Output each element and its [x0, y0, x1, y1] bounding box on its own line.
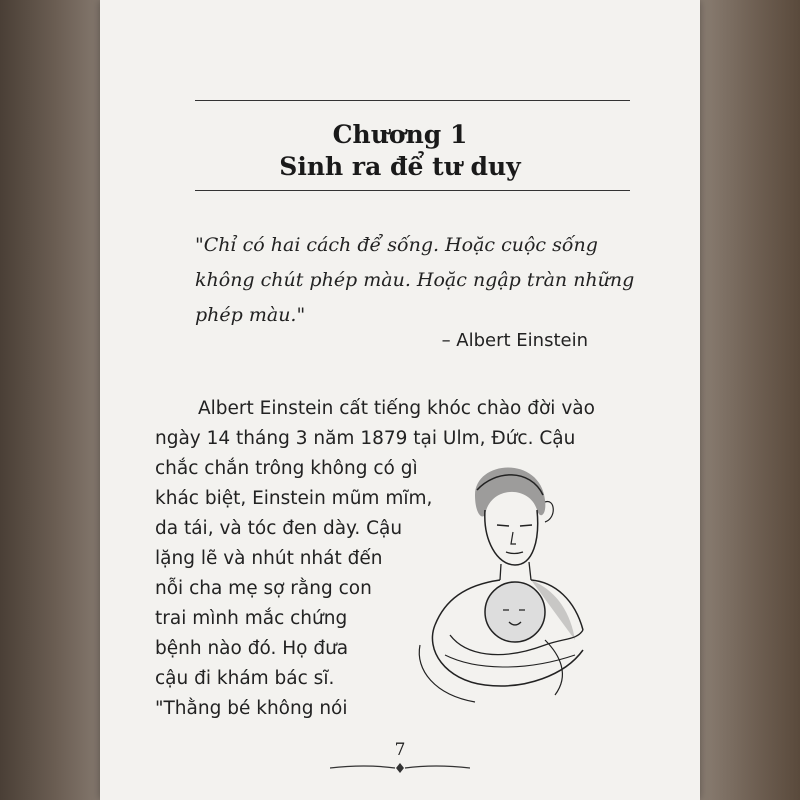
quote-line: không chút phép màu. Hoặc ngập tràn những: [195, 269, 635, 291]
background-left: [0, 0, 110, 800]
quote-line: phép màu.": [195, 304, 306, 326]
body-line: cậu đi khám bác sĩ.: [155, 668, 335, 689]
body-line: khác biệt, Einstein mũm mĩm,: [155, 488, 433, 509]
page-number: 7: [394, 740, 406, 760]
body-line: Albert Einstein cất tiếng khóc chào đời vào: [198, 398, 595, 419]
background-right: [690, 0, 800, 800]
bottom-rule: [195, 190, 630, 191]
body-line: bệnh nào đó. Họ đưa: [155, 638, 349, 659]
page-ornament: [330, 762, 470, 774]
quote-line: "Chỉ có hai cách để sống. Hoặc cuộc sống: [195, 234, 598, 256]
body-line: da tái, và tóc đen dày. Cậu: [155, 518, 403, 539]
body-line: chắc chắn trông không có gì: [155, 458, 418, 479]
book-page: [100, 0, 700, 800]
body-line: nỗi cha mẹ sợ rằng con: [155, 578, 372, 599]
chapter-title: Sinh ra để tư duy: [279, 152, 521, 181]
chapter-number: Chương 1: [332, 120, 468, 149]
top-rule: [195, 100, 630, 101]
quote-attribution: – Albert Einstein: [441, 330, 588, 351]
body-line: trai mình mắc chứng: [155, 608, 348, 629]
body-line: "Thằng bé không nói: [155, 698, 348, 719]
mother-baby-illustration: [405, 440, 600, 710]
epigraph-quote: [195, 228, 635, 333]
body-line: lặng lẽ và nhút nhát đến: [155, 548, 383, 569]
body-line: ngày 14 tháng 3 năm 1879 tại Ulm, Đức. Cậu: [155, 428, 576, 449]
